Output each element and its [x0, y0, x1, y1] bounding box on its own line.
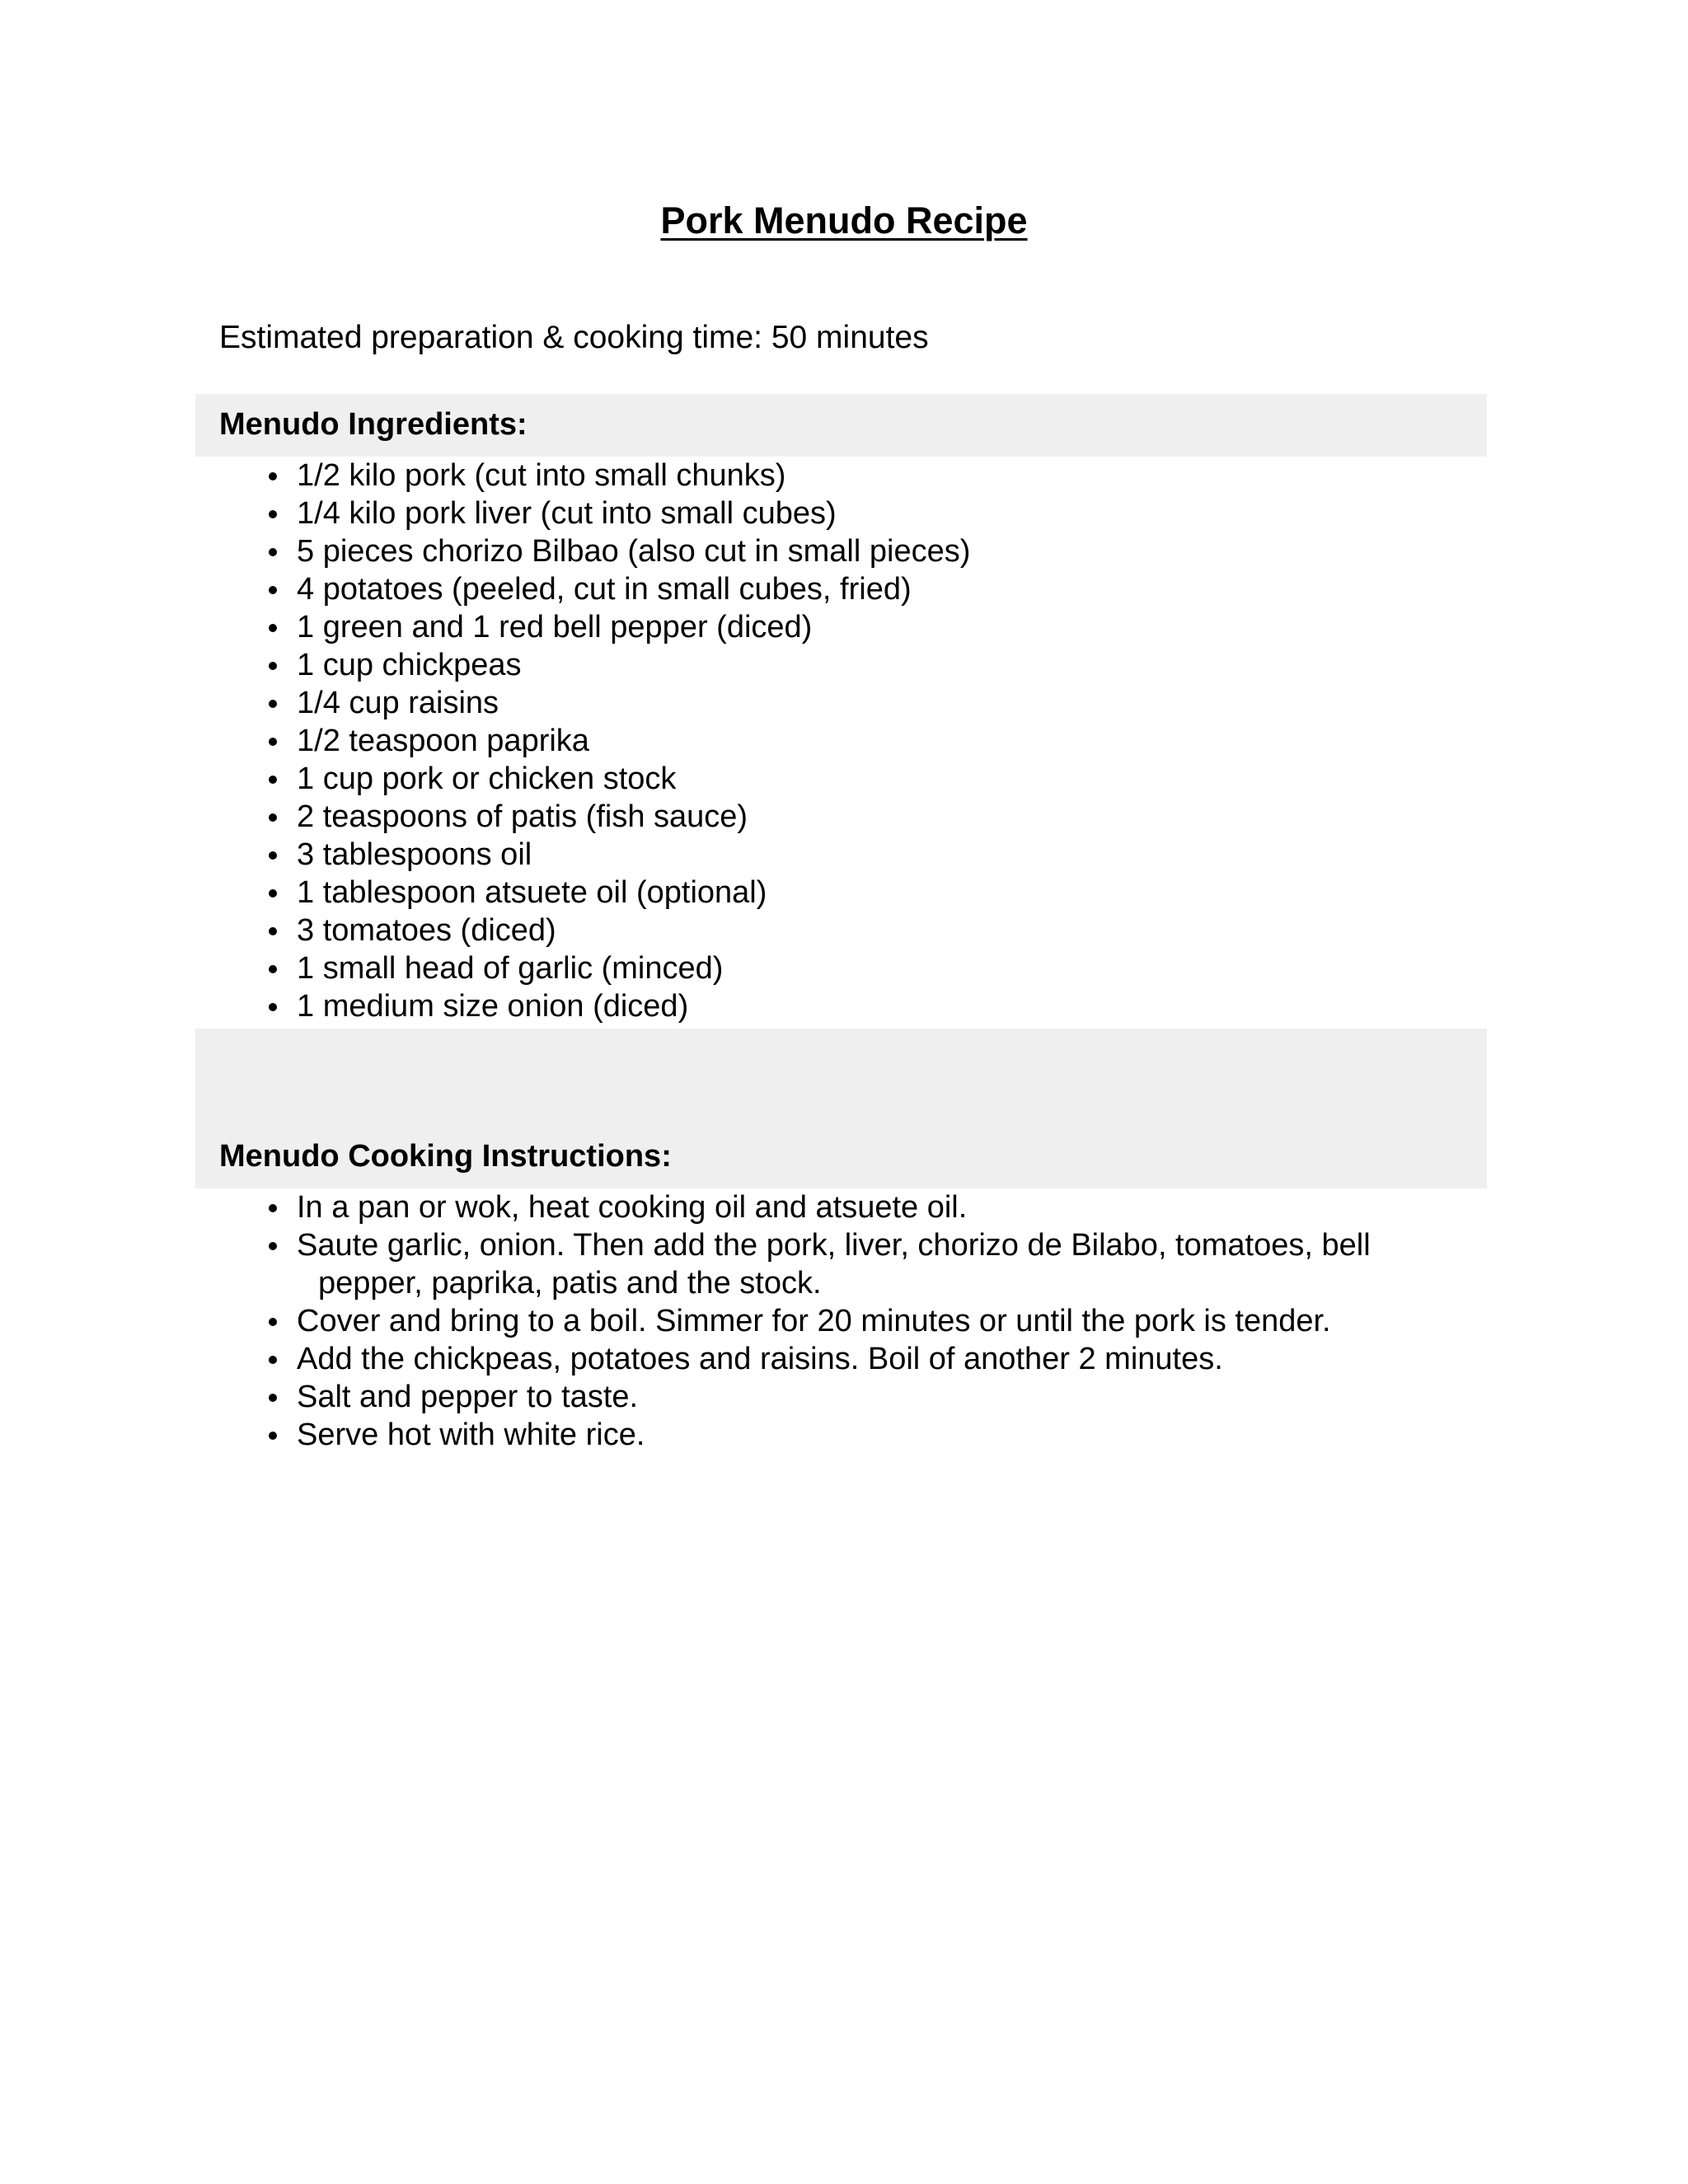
list-item: 1/2 teaspoon paprika [264, 722, 970, 760]
list-item: 1 tablespoon atsuete oil (optional) [264, 874, 970, 912]
prep-time-text: Estimated preparation & cooking time: 50 minutes [219, 320, 929, 355]
list-item: 1 cup chickpeas [264, 646, 970, 684]
list-item: 1 cup pork or chicken stock [264, 760, 970, 798]
list-item: 2 teaspoons of patis (fish sauce) [264, 798, 970, 836]
list-item: 1 medium size onion (diced) [264, 987, 970, 1025]
list-item: Salt and pepper to taste. [264, 1378, 1371, 1416]
list-item: Cover and bring to a boil. Simmer for 20 minutes or until the pork is tender. [264, 1302, 1371, 1340]
list-item: Serve hot with white rice. [264, 1416, 1371, 1454]
ingredients-heading: Menudo Ingredients: [219, 407, 528, 442]
list-item: 5 pieces chorizo Bilbao (also cut in small pieces) [264, 532, 970, 570]
list-item: 1 green and 1 red bell pepper (diced) [264, 608, 970, 646]
list-item: 1/4 kilo pork liver (cut into small cubes) [264, 494, 970, 532]
page-title: Pork Menudo Recipe [660, 199, 1028, 241]
list-item: In a pan or wok, heat cooking oil and atsuete oil. [264, 1188, 1371, 1226]
list-item: 1/2 kilo pork (cut into small chunks) [264, 457, 970, 494]
list-item: 4 potatoes (peeled, cut in small cubes, fried) [264, 570, 970, 608]
ingredients-list [264, 457, 970, 1025]
list-item-line-continued: pepper, paprika, patis and the stock. [318, 1266, 822, 1301]
list-item: Add the chickpeas, potatoes and raisins. Boil of another 2 minutes. [264, 1340, 1371, 1378]
list-item: 1/4 cup raisins [264, 684, 970, 722]
instructions-list [264, 1188, 1371, 1454]
list-item: 3 tablespoons oil [264, 836, 970, 874]
list-item: 3 tomatoes (diced) [264, 912, 970, 949]
list-item-line: Saute garlic, onion. Then add the pork, liver, chorizo de Bilabo, tomatoes, bell [297, 1228, 1371, 1263]
instructions-heading: Menudo Cooking Instructions: [219, 1139, 672, 1174]
list-item: 1 small head of garlic (minced) [264, 949, 970, 987]
list-item [264, 1226, 1371, 1302]
